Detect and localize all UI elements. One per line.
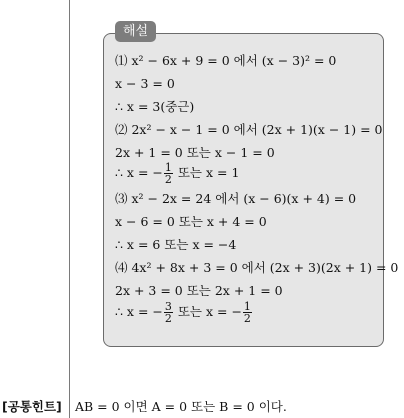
solution-line-9: ∴ x = 6 또는 x = −4 — [115, 237, 237, 252]
fraction-one-half — [243, 301, 252, 324]
solution-line-10: ⑷ 4x² + 8x + 3 = 0 에서 (2x + 3)(2x + 1) = 0 — [115, 260, 399, 275]
line12-middle: 또는 x = − — [173, 304, 242, 319]
fraction-numerator: 1 — [164, 161, 172, 174]
fraction-numerator: 3 — [164, 300, 172, 313]
solution-line-7: ⑶ x² − 2x = 24 에서 (x − 6)(x + 4) = 0 — [115, 191, 357, 206]
fraction-denominator: 2 — [164, 312, 172, 325]
solution-line-11: 2x + 3 = 0 또는 2x + 1 = 0 — [115, 283, 283, 298]
solution-tag: 해설 — [115, 21, 156, 42]
line12-prefix: ∴ x = − — [115, 304, 163, 319]
line6-suffix: 또는 x = 1 — [173, 165, 240, 180]
fraction-denominator: 2 — [164, 173, 172, 186]
common-hint-text: AB = 0 이면 A = 0 또는 B = 0 이다. — [75, 399, 287, 414]
solution-line-4: ⑵ 2x² − x − 1 = 0 에서 (2x + 1)(x − 1) = 0 — [115, 122, 383, 137]
solution-line-6 — [115, 162, 239, 185]
solution-line-3: ∴ x = 3(중근) — [115, 99, 195, 114]
common-hint-title: [공통힌트] — [2, 399, 62, 414]
solution-line-12 — [115, 301, 253, 324]
fraction-denominator: 2 — [243, 312, 251, 325]
fraction-numerator: 1 — [243, 300, 251, 313]
solution-line-8: x − 6 = 0 또는 x + 4 = 0 — [115, 214, 267, 229]
solution-line-1: ⑴ x² − 6x + 9 = 0 에서 (x − 3)² = 0 — [115, 53, 337, 68]
margin-divider — [69, 0, 70, 418]
solution-line-2: x − 3 = 0 — [115, 76, 175, 91]
solution-line-5: 2x + 1 = 0 또는 x − 1 = 0 — [115, 145, 275, 160]
line6-prefix: ∴ x = − — [115, 165, 163, 180]
fraction-three-halves — [164, 301, 173, 324]
fraction-one-half — [164, 162, 173, 185]
